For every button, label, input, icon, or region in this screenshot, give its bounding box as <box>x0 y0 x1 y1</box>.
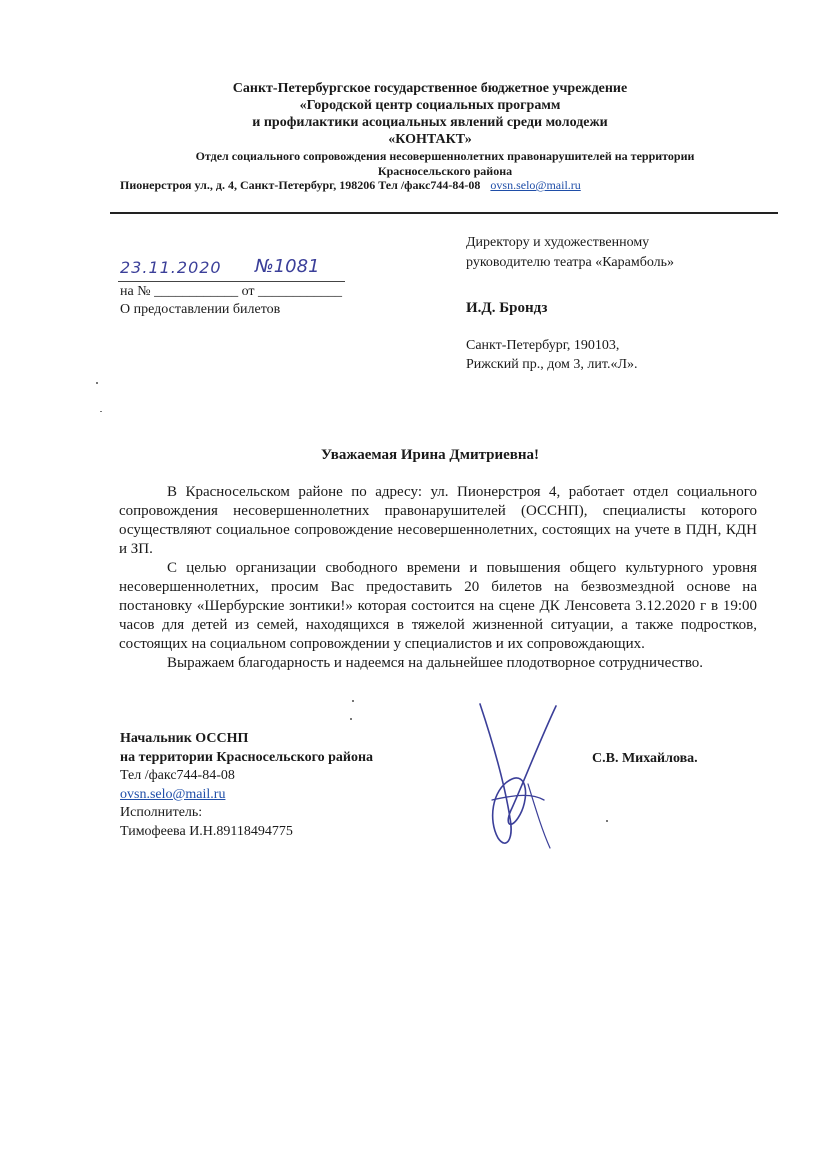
body-paragraph-1: В Красносельском районе по адресу: ул. Пионерстроя 4, работает отдел социального сопровождения несовершеннолетних правонарушителей (ОССНП), специалисты которого осуществляют социальное сопровождение несовершеннолетних, состоящих на учете в ПДН, КДН и ЗП. <box>119 484 757 557</box>
executor-label: Исполнитель: <box>120 805 203 820</box>
department-line1: Отдел социального сопровождения несовершеннолетних правонарушителей на территории <box>195 149 695 163</box>
signature-block <box>120 730 373 841</box>
scan-speck <box>350 718 352 720</box>
executor-contact: Тимофеева И.Н.89118494775 <box>120 823 293 839</box>
handwritten-signature <box>470 700 580 860</box>
handwritten-date: 23.11.2020 <box>120 258 222 277</box>
greeting: Уважаемая Ирина Дмитриевна! <box>320 447 540 463</box>
recipient-address-line2: Рижский пр., дом 3, лит.«Л». <box>466 357 638 372</box>
org-name-line2: «Городской центр социальных программ <box>299 98 561 113</box>
department-line2: Красносельского района <box>377 164 513 178</box>
recipient-title-line2: руководителю театра «Карамболь» <box>466 255 675 270</box>
reference-underline <box>118 281 345 282</box>
scan-speck <box>352 700 354 702</box>
recipient-name: И.Д. Брондз <box>466 300 548 316</box>
handwritten-number: №1081 <box>255 256 320 277</box>
letter-subject: О предоставлении билетов <box>120 302 281 317</box>
body-paragraph-3: Выражаем благодарность и надеемся на дальнейшее плодотворное сотрудничество. <box>167 655 704 671</box>
letter-body <box>119 483 757 673</box>
scan-speck <box>96 382 98 384</box>
org-name-line1: Санкт-Петербургское государственное бюджетное учреждение <box>232 81 628 96</box>
signer-title-line1: Начальник ОССНП <box>120 731 249 746</box>
signer-phone: Тел /факс744-84-08 <box>120 768 235 783</box>
signer-name: С.В. Михайлова. <box>592 751 698 766</box>
org-address <box>120 178 581 193</box>
signer-title-line2: на территории Красносельского района <box>120 749 374 765</box>
body-paragraph-2: С целью организации свободного времени и повышения общего культурного уровня несовершеннолетних, просим Вас предоставить 20 билетов на безвозмездной основе на постановку «Шербурские зонтики!» которая состоится на сцене ДК Ленсовета 3.12.2020 г в 19:00 часов для детей из семей, находящихся в тяжелой жизненной ситуации, а также подростков, состоящих на социальном сопровождении у специалистов и их сопровождающих. <box>119 560 757 652</box>
header-divider <box>110 212 778 214</box>
org-address-text: Пионерстроя ул., д. 4, Санкт-Петербург, 198206 Тел /факс744-84-08 <box>120 178 481 192</box>
scan-speck <box>606 820 608 822</box>
org-email-link[interactable]: ovsn.selo@mail.ru <box>490 178 581 192</box>
recipient-address-line1: Санкт-Петербург, 190103, <box>466 338 620 353</box>
recipient-title-line1: Директору и художественному <box>466 235 650 250</box>
scan-speck <box>100 411 102 412</box>
reference-line: на № ____________ от ____________ <box>120 284 342 299</box>
signer-email-link[interactable]: ovsn.selo@mail.ru <box>120 786 226 802</box>
org-name-line4: «КОНТАКТ» <box>388 132 472 147</box>
org-name-line3: и профилактики асоциальных явлений среди молодежи <box>252 115 608 130</box>
